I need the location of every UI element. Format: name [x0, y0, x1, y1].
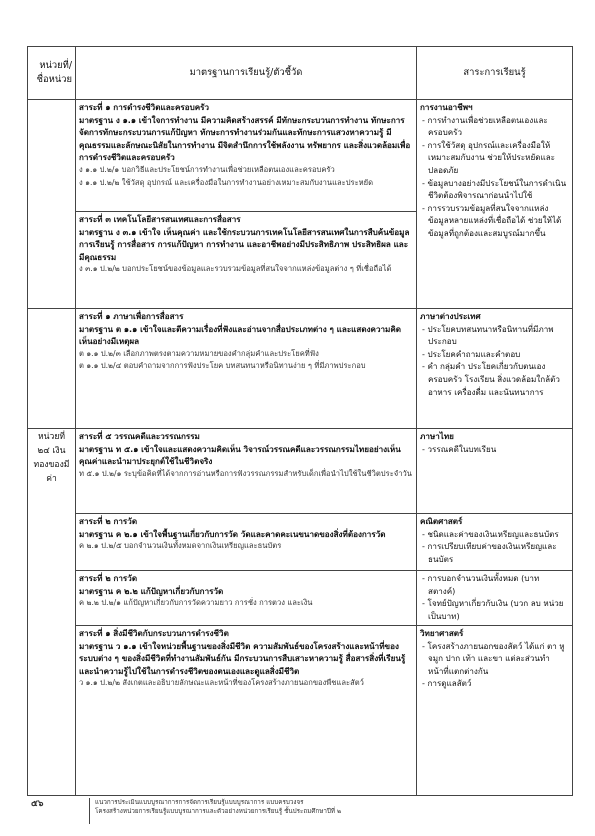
- header-content: สาระการเรียนรู้: [417, 47, 573, 100]
- indicator: ค ๒.๑ ป.๒/๕ บอกจำนวนเงินทั้งหมดจากเงินเหรียญและธนบัตร: [79, 541, 282, 551]
- table-row: [28, 100, 573, 212]
- indicator: ว ๑.๑ ป.๒/๒ สังเกตและอธิบายลักษณะและหน้าที่ของโครงสร้างภายนอกของพืชและสัตว์: [79, 678, 364, 688]
- content-item: - การเปรียบเทียบค่าของเงินเหรียญและธนบัตร: [422, 541, 557, 564]
- content-item: - คำ กลุ่มคำ ประโยคเกี่ยวกับตนเอง ครอบครัว โรงเรียน สิ่งแวดล้อมใกล้ตัว อาหาร เครื่องดื่ม และนันทนาการ: [422, 361, 560, 397]
- content-cell: [417, 571, 573, 626]
- content-cell: [417, 626, 573, 796]
- table-row: [28, 571, 573, 626]
- subject-title: สาระที่ ๑ การดำรงชีวิตและครอบครัว: [79, 102, 210, 112]
- header-standards: มาตรฐานการเรียนรู้/ตัวชี้วัด: [76, 47, 417, 100]
- content-item: - โครงสร้างภายนอกของสัตว์ ได้แก่ ตา หู จมูก ปาก เท้า และขา แต่ละส่วนทำหน้าที่แตกต่างกัน: [422, 640, 565, 676]
- content-item: - การบอกจำนวนเงินทั้งหมด (บาท สตางค์): [422, 573, 540, 596]
- standard-text: มาตรฐาน ว ๑.๑ เข้าใจหน่วยพื้นฐานของสิ่งมีชีวิต ความสัมพันธ์ของโครงสร้างและหน้าที่ของระบบต่าง ๆ ของสิ่งมีชีวิตที่ทำงานสัมพันธ์กัน มีกระบวนการสืบเสาะหาความรู้ สื่อสารสิ่งที่เรียนรู้และนำความรู้ไปใช้ในการดำรงชีวิตของตนเองและดูแลสิ่งมีชีวิต: [79, 640, 406, 676]
- content-item: - โจทย์ปัญหาเกี่ยวกับเงิน (บวก ลบ หน่วยเป็นบาท): [422, 598, 564, 621]
- content-item: - วรรณคดีในบทเรียน: [422, 443, 497, 454]
- table-row: [28, 626, 573, 796]
- footer-line: แนวการประเมินแบบบูรณาการการจัดการเรียนรู้แบบบูรณาการ แบบครบวงจร: [95, 799, 304, 806]
- standard-cell: [76, 626, 417, 796]
- table-row: [28, 514, 573, 571]
- content-category: ภาษาไทย: [420, 431, 454, 441]
- subject-title: สาระที่ ๒ การวัด: [79, 516, 138, 526]
- content-cell: [417, 514, 573, 571]
- subject-title: สาระที่ ๑ สิ่งมีชีวิตกับกระบวนการดำรงชีวิต: [79, 628, 229, 638]
- content-category: ภาษาต่างประเทศ: [420, 311, 481, 321]
- indicator: ค ๒.๒ ป.๒/๑ แก้ปัญหาเกี่ยวกับการวัดความยาว การชั่ง การตวง และเงิน: [79, 598, 313, 608]
- content-item: - การทำงานเพื่อช่วยเหลือตนเองและครอบครัว: [422, 114, 548, 138]
- content-item: - ประโยคบทสนทนาหรือนิทานที่มีภาพประกอบ: [422, 323, 554, 347]
- content-item: - การใช้วัสดุ อุปกรณ์และเครื่องมือให้เหมาะสมกับงาน ช่วยให้ประหยัดและปลอดภัย: [422, 139, 556, 175]
- standard-cell: [76, 100, 417, 212]
- footer-text: [95, 798, 341, 816]
- standard-text: มาตรฐาน ง ๑.๑ เข้าใจการทำงาน มีความคิดสร้างสรรค์ มีทักษะกระบวนการทำงาน ทักษะการจัดการทักษะกระบวนการแก้ปัญหา ทักษะการทำงานร่วมกันและทักษะการแสวงหาความรู้ มีคุณธรรมและลักษณะนิสัยในการทำงาน มีจิตสำนึกการใช้พลังงาน ทรัพยากร และสิ่งแวดล้อมเพื่อการดำรงชีวิตและครอบครัว: [79, 114, 411, 163]
- subject-title: สาระที่ ๕ วรรณคดีและวรรณกรรม: [79, 431, 200, 441]
- standard-text: มาตรฐาน ต ๑.๑ เข้าใจและตีความเรื่องที่ฟังและอ่านจากสื่อประเภทต่าง ๆ และแสดงความคิดเห็นอย่างมีเหตุผล: [79, 323, 402, 347]
- content-category: คณิตศาสตร์: [420, 516, 463, 526]
- unit-cell: [28, 100, 76, 309]
- standard-text: มาตรฐาน ง ๓.๑ เข้าใจ เห็นคุณค่า และใช้กระบวนการเทคโนโลยีสารสนเทศในการสืบค้นข้อมูล การเรียนรู้ การสื่อสาร การแก้ปัญหา การทำงาน และอาชีพอย่างมีประสิทธิภาพ ประสิทธิผล และมีคุณธรรม: [79, 226, 410, 262]
- content-item: - ข้อมูลบางอย่างมีประโยชน์ในการดำเนินชีวิตต้องพิจารณาก่อนนำไปใช้: [422, 177, 567, 201]
- standard-cell: [76, 309, 417, 429]
- page-number: ๕๖: [31, 799, 44, 809]
- curriculum-table: [27, 46, 573, 796]
- standard-text: มาตรฐาน ท ๕.๑ เข้าใจและแสดงความคิดเห็น วิจารณ์วรรณคดีและวรรณกรรมไทยอย่างเห็นคุณค่าและนำมาประยุกต์ใช้ในชีวิตจริง: [79, 443, 401, 467]
- indicator: ง ๓.๑ ป.๒/๒ บอกประโยชน์ของข้อมูลและรวบรวมข้อมูลที่สนใจจากแหล่งข้อมูลต่าง ๆ ที่เชื่อถือได้: [79, 264, 392, 274]
- standard-cell: [76, 212, 417, 309]
- subject-title: สาระที่ ๑ ภาษาเพื่อการสื่อสาร: [79, 311, 184, 321]
- content-cell: [417, 100, 573, 309]
- indicator: ง ๑.๑ ป.๒/๑ บอกวิธีและประโยชน์การทำงานเพื่อช่วยเหลือตนเองและครอบครัว: [79, 164, 335, 174]
- table-header-row: [28, 47, 573, 100]
- indicator: ท ๕.๑ ป.๒/๑ ระบุข้อคิดที่ได้จากการอ่านหรือการฟังวรรณกรรมสำหรับเด็กเพื่อนำไปใช้ในชีวิตประจำวัน: [79, 468, 412, 478]
- page-footer: [27, 795, 572, 827]
- subject-title: สาระที่ ๓ เทคโนโลยีสารสนเทศและการสื่อสาร: [79, 214, 241, 224]
- content-cell: [417, 309, 573, 429]
- content-item: - ประโยคคำถามและคำตอบ: [422, 348, 521, 359]
- standard-text: มาตรฐาน ค ๒.๑ เข้าใจพื้นฐานเกี่ยวกับการวัด วัดและคาดคะเนขนาดของสิ่งที่ต้องการวัด: [79, 528, 386, 539]
- subject-title: สาระที่ ๒ การวัด: [79, 573, 138, 583]
- content-category: การงานอาชีพฯ: [420, 102, 473, 112]
- footer-divider: [89, 798, 90, 824]
- unit-cell: หน่วยที่ ๒๔ เงินทองของมีค่า: [28, 429, 76, 796]
- content-cell: [417, 429, 573, 514]
- content-item: - การรวบรวมข้อมูลที่สนใจจากแหล่งข้อมูลหลายแหล่งที่เชื่อถือได้ ช่วยให้ได้ข้อมูลที่ถูกต้องและสมบูรณ์มากขึ้น: [422, 202, 562, 238]
- indicator: ต ๑.๑ ป.๒/๓ เลือกภาพตรงตามความหมายของคำกลุ่มคำและประโยคที่ฟัง: [79, 348, 319, 358]
- standard-cell: [76, 429, 417, 514]
- table-row: [28, 309, 573, 429]
- indicator: ต ๑.๑ ป.๒/๔ ตอบคำถามจากการฟังประโยค บทสนทนาหรือนิทานง่าย ๆ ที่มีภาพประกอบ: [79, 361, 366, 371]
- indicator: ง ๑.๑ ป.๒/๒ ใช้วัสดุ อุปกรณ์ และเครื่องมือในการทำงานอย่างเหมาะสมกับงานและประหยัด: [79, 177, 374, 187]
- table-row: [28, 429, 573, 514]
- standard-cell: [76, 571, 417, 626]
- content-category: วิทยาศาสตร์: [420, 628, 464, 638]
- standard-text: มาตรฐาน ค ๒.๒ แก้ปัญหาเกี่ยวกับการวัด: [79, 585, 224, 596]
- footer-line: โครงสร้างหน่วยการเรียนรู้แบบบูรณาการและตัวอย่างหน่วยการเรียนรู้ ชั้นประถมศึกษาปีที่ ๒: [95, 808, 342, 815]
- unit-cell: [28, 309, 76, 429]
- standard-cell: [76, 514, 417, 571]
- content-item: - ชนิดและค่าของเงินเหรียญและธนบัตร: [422, 528, 559, 539]
- header-unit: หน่วยที่/ ชื่อหน่วย: [28, 47, 76, 100]
- content-item: - การดูแลสัตว์: [422, 678, 472, 689]
